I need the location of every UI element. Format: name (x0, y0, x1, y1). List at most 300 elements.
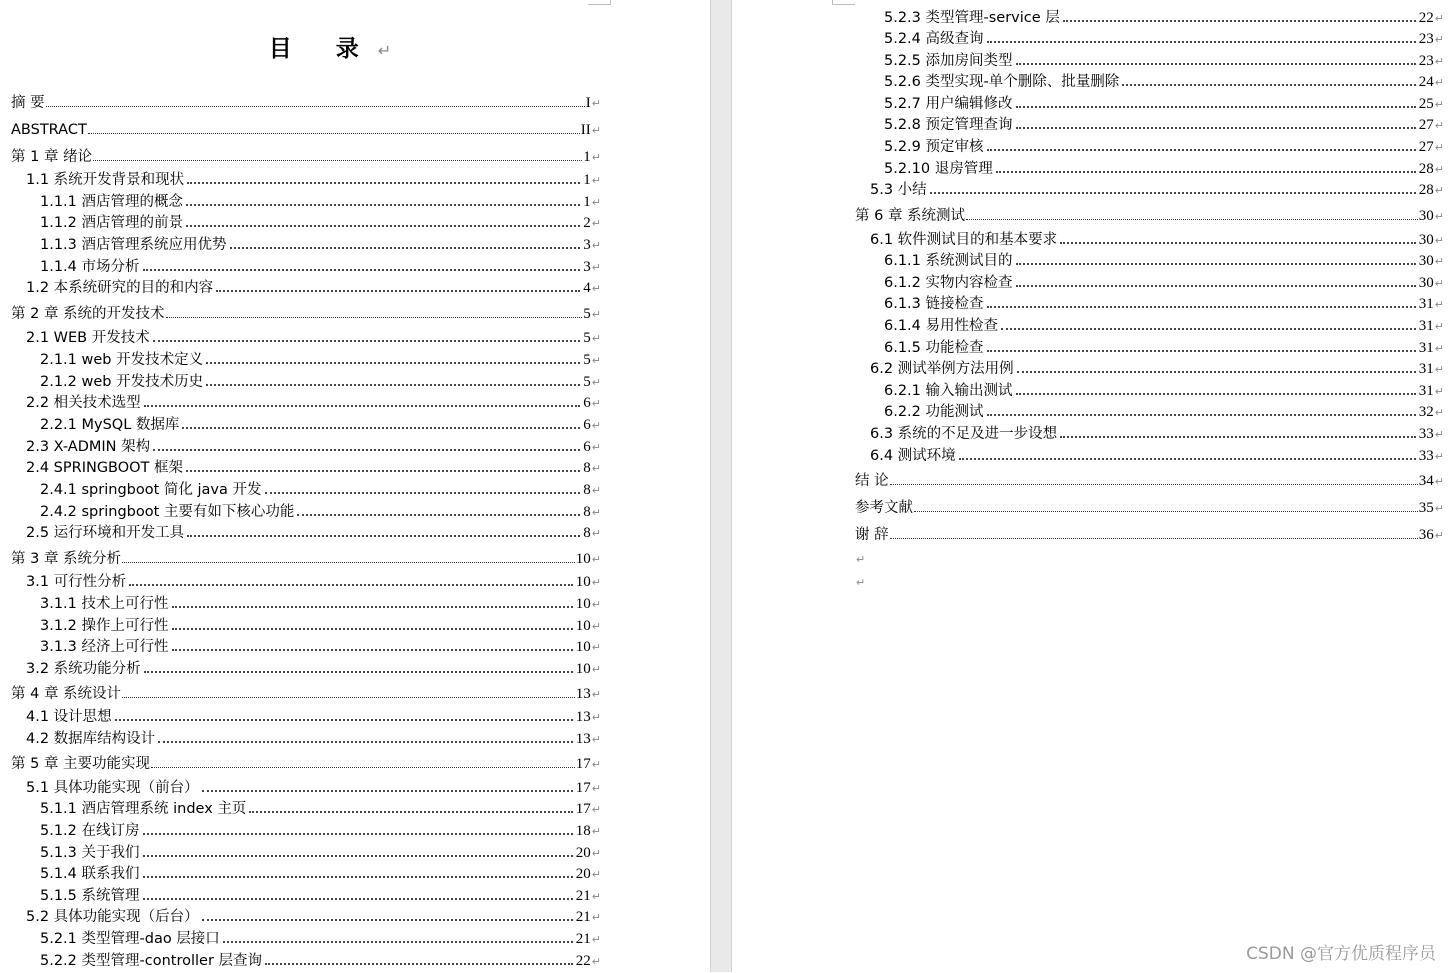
toc-entry-label: 6.1 软件测试目的和基本要求 (870, 232, 1058, 248)
paragraph-mark-icon: ↵ (591, 332, 601, 345)
toc-entry[interactable] (40, 477, 601, 499)
dot-leader (153, 434, 580, 451)
toc-entry-label: 第 2 章 系统的开发技术 (11, 306, 165, 322)
toc-entry-label: 2.2 相关技术选型 (26, 395, 141, 411)
dot-leader (158, 726, 573, 743)
paragraph-mark-icon: ↵ (1434, 184, 1444, 197)
toc-page-number: 30 (1418, 253, 1434, 269)
toc-entry[interactable] (26, 325, 601, 347)
toc-entry[interactable] (40, 840, 601, 862)
toc-entry[interactable] (40, 412, 601, 434)
toc-entry[interactable] (870, 227, 1444, 249)
toc-page-number: 10 (575, 574, 591, 590)
toc-entry[interactable] (40, 861, 601, 883)
paragraph-mark-icon: ↵ (591, 462, 601, 475)
toc-entry-label: 6.1.4 易用性检查 (884, 318, 999, 334)
paragraph-mark-icon: ↵ (856, 553, 866, 566)
toc-page-number: 21 (575, 931, 591, 947)
dot-leader (987, 26, 1416, 43)
toc-entry-label: 5.1.4 联系我们 (40, 866, 140, 882)
toc-entry[interactable] (884, 48, 1444, 70)
toc-entry-label: 6.1.5 功能检查 (884, 340, 984, 356)
dot-leader (166, 301, 583, 318)
dot-leader (930, 177, 1416, 194)
toc-entry[interactable] (884, 378, 1444, 400)
paragraph-mark-icon: ↵ (591, 419, 601, 432)
toc-entry-label: 摘 要 (11, 95, 45, 111)
toc-page-number: 25 (1418, 96, 1434, 112)
toc-page-number: 28 (1418, 182, 1434, 198)
dot-leader (206, 347, 580, 364)
paragraph-mark-icon: ↵ (591, 308, 601, 321)
toc-page-number: 31 (1418, 318, 1434, 334)
toc-entry-label: 1.1 系统开发背景和现状 (26, 172, 185, 188)
toc-entry-label: 1.1.4 市场分析 (40, 259, 140, 275)
toc-entry-label: 5.2.7 用户编辑修改 (884, 96, 1013, 112)
dot-leader (987, 134, 1416, 151)
toc-page-number: 1 (583, 149, 591, 165)
toc-entry[interactable] (26, 390, 601, 412)
paragraph-mark-icon: ↵ (591, 484, 601, 497)
toc-entry-label: 6.1.3 链接检查 (884, 296, 984, 312)
toc-entry[interactable] (26, 726, 601, 748)
toc-entry[interactable] (884, 91, 1444, 113)
paragraph-mark-icon: ↵ (1434, 98, 1444, 111)
paragraph-mark-icon: ↵ (1434, 529, 1444, 542)
toc-page-number: 17 (575, 801, 591, 817)
toc-entry-label: 6.1.1 系统测试目的 (884, 253, 1013, 269)
toc-page-number: 30 (1418, 275, 1434, 291)
dot-leader (1016, 270, 1416, 287)
toc-page-number: 13 (575, 686, 591, 702)
dot-leader (144, 656, 573, 673)
toc-entry-label: 2.5 运行环境和开发工具 (26, 525, 185, 541)
toc-entry-label: 5.2 具体功能实现（后台） (26, 909, 199, 925)
paragraph-mark-icon: ↵ (591, 868, 601, 881)
toc-page-number: 24 (1418, 74, 1434, 90)
paragraph-mark-icon: ↵ (1434, 12, 1444, 25)
toc-entry-label: 3.1 可行性分析 (26, 574, 127, 590)
toc-entry-label: 6.1.2 实物内容检查 (884, 275, 1013, 291)
toc-entry[interactable] (40, 591, 601, 613)
toc-entry-label: 第 5 章 主要功能实现 (11, 756, 151, 772)
page-corner-mark (832, 0, 855, 5)
paragraph-mark-icon: ↵ (591, 758, 601, 771)
toc-entry-label: 第 4 章 系统设计 (11, 686, 122, 702)
toc-page-number: I (585, 95, 591, 111)
toc-entry-label: 2.2.1 MySQL 数据库 (40, 417, 180, 433)
toc-entry-label: 第 1 章 绪论 (11, 149, 93, 165)
paragraph-mark-icon: ↵ (591, 641, 601, 654)
toc-entry[interactable] (40, 796, 601, 818)
toc-entry-label: 3.1.1 技术上可行性 (40, 596, 169, 612)
paragraph-mark-icon: ↵ (1434, 320, 1444, 333)
toc-entry-label: 5.2.2 类型管理-controller 层查询 (40, 953, 263, 969)
toc-page-number: 35 (1418, 500, 1434, 516)
toc-entry-label: 5.2.10 退房管理 (884, 161, 993, 177)
toc-entry[interactable] (884, 399, 1444, 421)
dot-leader (115, 704, 573, 721)
toc-entry-label: 1.1.1 酒店管理的概念 (40, 194, 184, 210)
dot-leader (1016, 91, 1416, 108)
toc-entry[interactable] (884, 248, 1444, 270)
toc-entry-label: 5.2.9 预定审核 (884, 139, 984, 155)
toc-page-number: 21 (575, 909, 591, 925)
dot-leader (265, 948, 573, 965)
toc-entry-label: 第 3 章 系统分析 (11, 551, 122, 567)
dot-leader (186, 210, 580, 227)
toc-entry[interactable] (884, 291, 1444, 313)
dot-leader (172, 634, 573, 651)
toc-entry[interactable] (26, 455, 601, 477)
dot-leader (216, 275, 580, 292)
dot-leader (265, 477, 581, 494)
toc-entry-label: 结 论 (855, 473, 889, 489)
dot-leader (1017, 356, 1416, 373)
toc-page-number: 8 (583, 525, 591, 541)
toc-page-number: 5 (583, 330, 591, 346)
page-corner-mark (588, 0, 611, 5)
toc-page-number: 10 (575, 661, 591, 677)
toc-page-number: 21 (575, 888, 591, 904)
dot-leader (153, 325, 581, 342)
toc-entry-label: 6.2.1 输入输出测试 (884, 383, 1013, 399)
toc-page-number: 5 (583, 352, 591, 368)
toc-entry[interactable] (40, 369, 601, 391)
toc-entry[interactable] (26, 569, 601, 591)
toc-entry[interactable] (11, 546, 601, 568)
dot-leader (1016, 248, 1416, 265)
paragraph-mark-icon: ↵ (1434, 210, 1444, 223)
paragraph-mark-icon: ↵ (1434, 55, 1444, 68)
toc-entry[interactable] (870, 356, 1444, 378)
toc-page-number: 27 (1418, 117, 1434, 133)
toc-page-number: 31 (1418, 340, 1434, 356)
toc-entry-label: 参考文献 (855, 500, 913, 516)
paragraph-mark-icon: ↵ (591, 663, 601, 676)
paragraph-mark-icon: ↵ (591, 598, 601, 611)
empty-paragraph (855, 571, 865, 591)
toc-page-number: 8 (583, 460, 591, 476)
paragraph-mark-icon: ↵ (591, 376, 601, 389)
toc-entry-label: 1.2 本系统研究的目的和内容 (26, 280, 214, 296)
toc-page-number: 8 (583, 504, 591, 520)
paragraph-mark-icon: ↵ (591, 733, 601, 746)
dot-leader (143, 883, 573, 900)
paragraph-mark-icon: ↵ (591, 711, 601, 724)
toc-page-number: 23 (1418, 53, 1434, 69)
paragraph-mark-icon: ↵ (591, 527, 601, 540)
toc-entry-label: 5.2.1 类型管理-dao 层接口 (40, 931, 220, 947)
toc-entry[interactable] (40, 254, 601, 276)
toc-entry[interactable] (40, 232, 601, 254)
toc-entry[interactable] (870, 177, 1444, 199)
paragraph-mark-icon: ↵ (591, 441, 601, 454)
paragraph-mark-icon: ↵ (1434, 33, 1444, 46)
toc-page-number: 1 (583, 172, 591, 188)
paragraph-mark-icon: ↵ (1434, 475, 1444, 488)
dot-leader (129, 569, 573, 586)
paragraph-mark-icon: ↵ (591, 825, 601, 838)
dot-leader (890, 522, 1418, 539)
toc-entry[interactable] (26, 775, 601, 797)
paragraph-mark-icon: ↵ (591, 955, 601, 968)
toc-entry[interactable] (40, 926, 601, 948)
dot-leader (1060, 227, 1416, 244)
dot-leader (249, 796, 572, 813)
paragraph-mark-icon: ↵ (591, 151, 601, 164)
toc-entry-label: 6.2 测试举例方法用例 (870, 361, 1014, 377)
toc-entry[interactable] (40, 948, 601, 970)
toc-entry-label: 2.4 SPRINGBOOT 框架 (26, 460, 184, 476)
paragraph-mark-icon: ↵ (591, 397, 601, 410)
toc-entry[interactable] (26, 520, 601, 542)
toc-page-number: 6 (583, 417, 591, 433)
toc-entry-label: 2.1.1 web 开发技术定义 (40, 352, 204, 368)
toc-entry[interactable] (11, 681, 601, 703)
paragraph-mark-icon: ↵ (1434, 141, 1444, 154)
toc-page-number: 10 (575, 596, 591, 612)
toc-entry[interactable] (855, 495, 1444, 517)
toc-entry-label: 5.1.2 在线订房 (40, 823, 140, 839)
toc-entry-label: 5.1.3 关于我们 (40, 845, 140, 861)
dot-leader (143, 818, 573, 835)
toc-page-number: 36 (1418, 527, 1434, 543)
toc-title (0, 30, 660, 63)
paragraph-mark-icon: ↵ (377, 41, 392, 60)
dot-leader (987, 291, 1416, 308)
toc-entry[interactable] (40, 499, 601, 521)
dot-leader (959, 443, 1416, 460)
toc-page-number: 30 (1418, 232, 1434, 248)
paragraph-mark-icon: ↵ (591, 196, 601, 209)
toc-entry-label: 2.4.1 springboot 简化 java 开发 (40, 482, 262, 498)
paragraph-mark-icon: ↵ (591, 847, 601, 860)
paragraph-mark-icon: ↵ (591, 217, 601, 230)
toc-entry-label: 2.4.2 springboot 主要有如下核心功能 (40, 504, 295, 520)
toc-page-number: II (580, 122, 591, 138)
toc-entry-label: ABSTRACT (11, 122, 87, 138)
toc-entry-label: 5.1.1 酒店管理系统 index 主页 (40, 801, 247, 817)
toc-page-number: 31 (1418, 383, 1434, 399)
toc-entry[interactable] (40, 818, 601, 840)
toc-entry[interactable] (26, 434, 601, 456)
toc-page-number: 30 (1418, 208, 1434, 224)
dot-leader (186, 455, 580, 472)
toc-entry-label: 6.3 系统的不足及进一步设想 (870, 426, 1058, 442)
toc-entry[interactable] (11, 144, 601, 166)
toc-page-number: 8 (583, 482, 591, 498)
toc-page-number: 13 (575, 709, 591, 725)
toc-entry[interactable] (884, 5, 1444, 27)
dot-leader (202, 775, 573, 792)
toc-entry[interactable] (884, 134, 1444, 156)
dot-leader (1122, 69, 1416, 86)
paragraph-mark-icon: ↵ (1434, 234, 1444, 247)
dot-leader (187, 520, 580, 537)
dot-leader (46, 90, 585, 107)
paragraph-mark-icon: ↵ (591, 261, 601, 274)
toc-page-number: 1 (583, 194, 591, 210)
paragraph-mark-icon: ↵ (591, 282, 601, 295)
paragraph-mark-icon: ↵ (591, 174, 601, 187)
paragraph-mark-icon: ↵ (591, 576, 601, 589)
toc-page-number: 33 (1418, 426, 1434, 442)
toc-entry[interactable] (40, 634, 601, 656)
toc-entry[interactable] (855, 203, 1444, 225)
toc-entry[interactable] (40, 613, 601, 635)
paragraph-mark-icon: ↵ (1434, 428, 1444, 441)
toc-page-number: 10 (575, 551, 591, 567)
empty-paragraph (855, 548, 865, 568)
paragraph-mark-icon: ↵ (591, 97, 601, 110)
dot-leader (230, 232, 581, 249)
toc-entry-label: 2.1 WEB 开发技术 (26, 330, 150, 346)
toc-entry[interactable] (884, 335, 1444, 357)
toc-entry-label: 5.2.4 高级查询 (884, 31, 984, 47)
paragraph-mark-icon: ↵ (591, 688, 601, 701)
toc-entry[interactable] (26, 656, 601, 678)
paragraph-mark-icon: ↵ (591, 553, 601, 566)
toc-page-number: 3 (583, 259, 591, 275)
toc-page-number: 31 (1418, 361, 1434, 377)
toc-entry-label: 5.2.3 类型管理-service 层 (884, 10, 1060, 26)
paragraph-mark-icon: ↵ (1434, 385, 1444, 398)
toc-entry[interactable] (40, 189, 601, 211)
toc-entry-label: 6.2.2 功能测试 (884, 404, 984, 420)
toc-entry[interactable] (40, 347, 601, 369)
paragraph-mark-icon: ↵ (1434, 76, 1444, 89)
dot-leader (987, 335, 1416, 352)
toc-page-number: 10 (575, 618, 591, 634)
dot-leader (1016, 48, 1416, 65)
toc-entry[interactable] (11, 90, 601, 112)
dot-leader (88, 117, 580, 134)
paragraph-mark-icon: ↵ (1434, 119, 1444, 132)
toc-page-number: 6 (583, 439, 591, 455)
toc-entry[interactable] (884, 112, 1444, 134)
toc-entry-label: 3.1.3 经济上可行性 (40, 639, 169, 655)
toc-page-number: 20 (575, 845, 591, 861)
toc-page-number: 17 (575, 756, 591, 772)
toc-entry[interactable] (11, 117, 601, 139)
toc-entry[interactable] (40, 210, 601, 232)
toc-entry[interactable] (11, 751, 601, 773)
paragraph-mark-icon: ↵ (1434, 502, 1444, 515)
paragraph-mark-icon: ↵ (591, 124, 601, 137)
toc-entry-label: 3.1.2 操作上可行性 (40, 618, 169, 634)
dot-leader (151, 751, 575, 768)
paragraph-mark-icon: ↵ (591, 620, 601, 633)
toc-entry-label: 4.2 数据库结构设计 (26, 731, 156, 747)
toc-entry[interactable] (884, 156, 1444, 178)
dot-leader (1060, 421, 1416, 438)
dot-leader (914, 495, 1418, 512)
paragraph-mark-icon: ↵ (591, 506, 601, 519)
dot-leader (1016, 112, 1416, 129)
toc-entry-label: 3.2 系统功能分析 (26, 661, 141, 677)
toc-page-number: 31 (1418, 296, 1434, 312)
toc-entry-label: 2.3 X-ADMIN 架构 (26, 439, 151, 455)
dot-leader (890, 468, 1418, 485)
watermark: CSDN @官方优质程序员 (1246, 944, 1436, 964)
dot-leader (186, 189, 580, 206)
toc-entry-label: 5.2.5 添加房间类型 (884, 53, 1013, 69)
toc-entry[interactable] (884, 313, 1444, 335)
dot-leader (143, 254, 581, 271)
dot-leader (1063, 5, 1416, 22)
toc-title-text: 目 录 (268, 36, 377, 62)
paragraph-mark-icon: ↵ (1434, 450, 1444, 463)
dot-leader (966, 203, 1418, 220)
toc-page-number: 34 (1418, 473, 1434, 489)
paragraph-mark-icon: ↵ (1434, 298, 1444, 311)
toc-page-number: 2 (583, 215, 591, 231)
toc-entry-label: 第 6 章 系统测试 (855, 208, 966, 224)
toc-entry[interactable] (855, 522, 1444, 544)
paragraph-mark-icon: ↵ (1434, 255, 1444, 268)
toc-entry[interactable] (26, 904, 601, 926)
toc-page-number: 18 (575, 823, 591, 839)
paragraph-mark-icon: ↵ (1434, 163, 1444, 176)
dot-leader (996, 156, 1416, 173)
toc-entry-label: 4.1 设计思想 (26, 709, 112, 725)
toc-entry[interactable] (26, 275, 601, 297)
toc-entry-label: 5.1.5 系统管理 (40, 888, 140, 904)
paragraph-mark-icon: ↵ (591, 803, 601, 816)
toc-entry[interactable] (855, 468, 1444, 490)
paragraph-mark-icon: ↵ (1434, 277, 1444, 290)
toc-page-number: 3 (583, 237, 591, 253)
paragraph-mark-icon: ↵ (1434, 342, 1444, 355)
toc-page-number: 28 (1418, 161, 1434, 177)
toc-entry-label: 5.2.6 类型实现-单个删除、批量删除 (884, 74, 1120, 90)
dot-leader (122, 546, 575, 563)
document-page-right (732, 0, 1452, 972)
toc-page-number: 20 (575, 866, 591, 882)
dot-leader (206, 369, 580, 386)
paragraph-mark-icon: ↵ (591, 354, 601, 367)
toc-entry[interactable] (26, 704, 601, 726)
toc-entry[interactable] (884, 69, 1444, 91)
paragraph-mark-icon: ↵ (1434, 363, 1444, 376)
toc-entry[interactable] (11, 301, 601, 323)
paragraph-mark-icon: ↵ (591, 911, 601, 924)
dot-leader (93, 144, 582, 161)
dot-leader (172, 591, 573, 608)
toc-entry[interactable] (40, 883, 601, 905)
toc-entry[interactable] (870, 421, 1444, 443)
toc-page-number: 5 (583, 306, 591, 322)
toc-page-number: 10 (575, 639, 591, 655)
toc-page-number: 6 (583, 395, 591, 411)
toc-page-number: 22 (575, 953, 591, 969)
toc-entry[interactable] (870, 443, 1444, 465)
toc-entry[interactable] (26, 167, 601, 189)
dot-leader (987, 399, 1416, 416)
toc-entry-label: 2.1.2 web 开发技术历史 (40, 374, 204, 390)
dot-leader (143, 840, 573, 857)
toc-entry[interactable] (884, 270, 1444, 292)
dot-leader (202, 904, 573, 921)
paragraph-mark-icon: ↵ (856, 576, 866, 589)
toc-page-number: 32 (1418, 404, 1434, 420)
toc-entry-label: 5.1 具体功能实现（前台） (26, 780, 199, 796)
toc-entry-label: 6.4 测试环境 (870, 448, 956, 464)
toc-entry[interactable] (884, 26, 1444, 48)
dot-leader (1001, 313, 1416, 330)
dot-leader (122, 681, 575, 698)
